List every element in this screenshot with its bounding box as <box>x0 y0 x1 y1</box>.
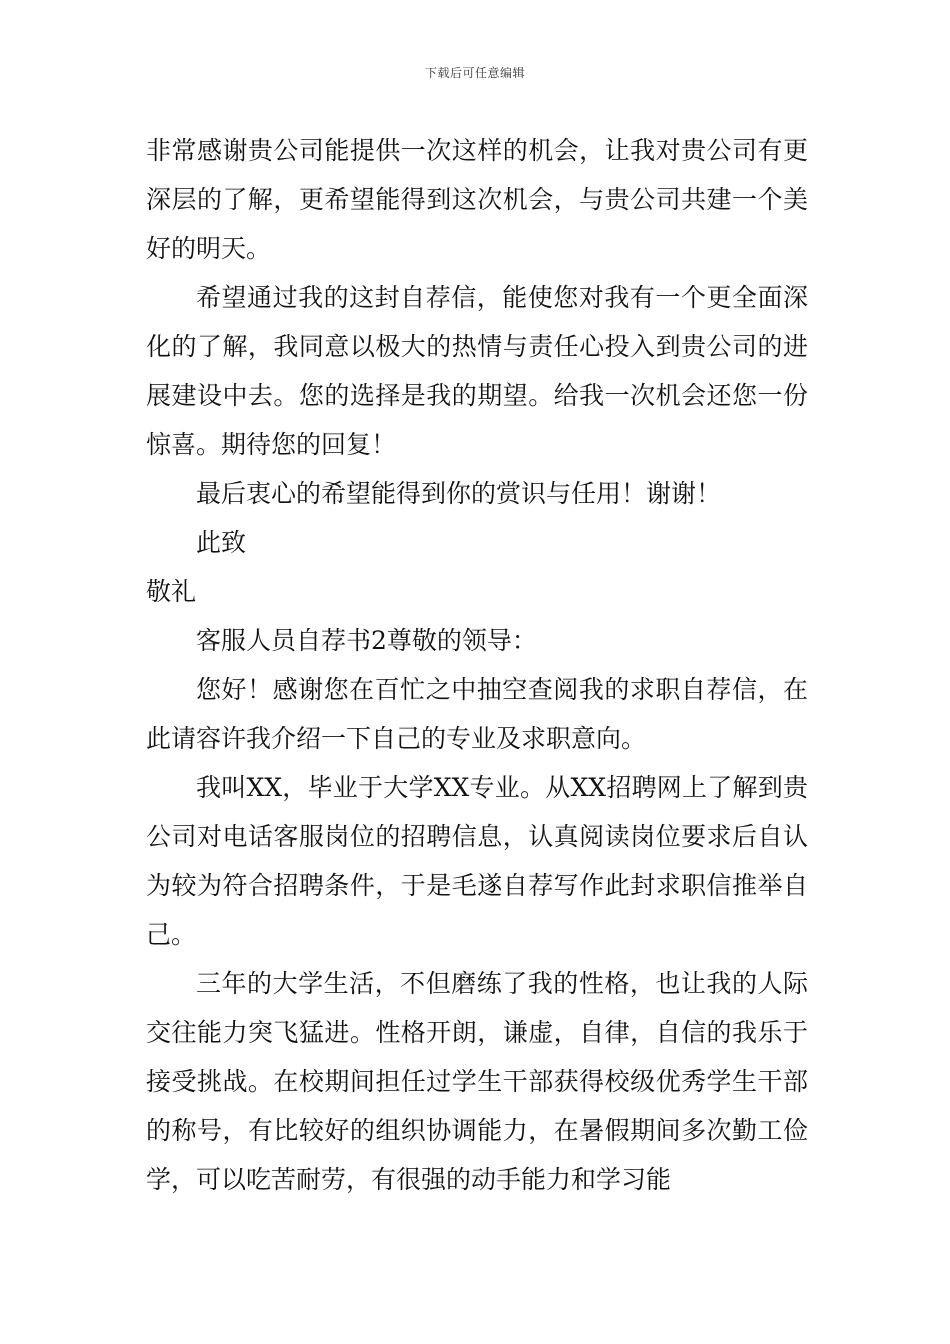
document-body <box>146 126 808 1204</box>
paragraph-greeting: 您好！感谢您在百忙之中抽空查阅我的求职自荐信，在此请容许我介绍一下自己的专业及求职意向。 <box>146 675 808 753</box>
section-title-letter-2: 客服人员自荐书2尊敬的领导： <box>196 626 537 655</box>
paragraph-closing-wish: 最后衷心的希望能得到你的赏识与任用！谢谢！ <box>196 479 722 508</box>
paragraph-hope: 希望通过我的这封自荐信，能使您对我有一个更全面深化的了解，我同意以极大的热情与责任心投入到贵公司的进展建设中去。您的选择是我的期望。给我一次机会还您一份惊喜。期待您的回复！ <box>146 283 808 459</box>
page-header-note: 下载后可任意编辑 <box>424 66 525 80</box>
salutation-cizhi: 此致 <box>196 528 247 557</box>
salutation-jingli: 敬礼 <box>146 577 197 606</box>
paragraph-thanks: 非常感谢贵公司能提供一次这样的机会，让我对贵公司有更深层的了解，更希望能得到这次机会，与贵公司共建一个美好的明天。 <box>146 136 808 263</box>
paragraph-college-life: 三年的大学生活，不但磨练了我的性格，也让我的人际交往能力突飞猛进。性格开朗，谦虚，自律，自信的我乐于接受挑战。在校期间担任过学生干部获得校级优秀学生干部的称号，有比较好的组织协调能力，在暑假期间多次勤工俭学，可以吃苦耐劳，有很强的动手能力和学习能 <box>146 969 808 1194</box>
paragraph-introduction: 我叫XX，毕业于大学XX专业。从XX招聘网上了解到贵公司对电话客服岗位的招聘信息，认真阅读岗位要求后自认为较为符合招聘条件，于是毛遂自荐写作此封求职信推举自己。 <box>146 773 808 949</box>
